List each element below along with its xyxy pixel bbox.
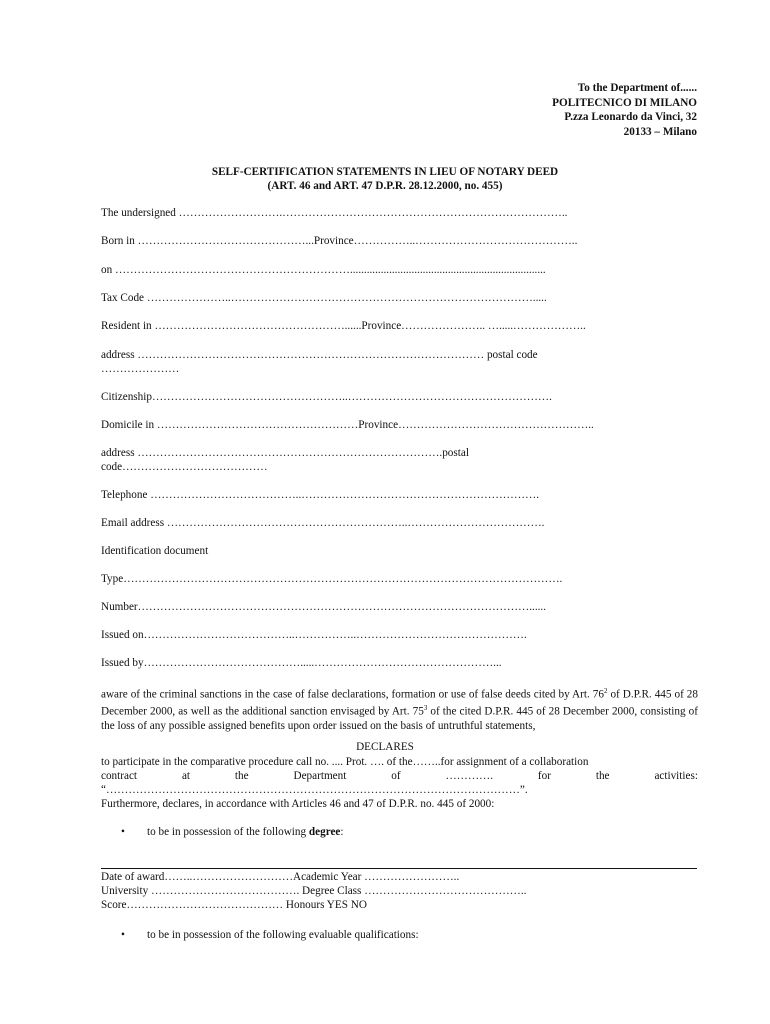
footnote-ref-3: 3 [423, 704, 428, 713]
bullet-icon: • [121, 826, 125, 838]
id-number-field[interactable]: Number……………………………………………………………………………………………...... [101, 601, 547, 613]
declares-heading: DECLARES [356, 741, 414, 753]
awareness-text-1: aware of the criminal sanctions in the case of false declarations, formation or use of false deeds cited by Art. 76 [101, 688, 604, 701]
participation-word: the [595, 770, 610, 782]
awareness-text-3: of the cited D.P.R. 445 of 28 December 2000, consisting of the loss of any possible assigned benefits upon order issued on the basis of untruthful statements, [101, 706, 698, 732]
footnote-ref-2: 2 [603, 687, 608, 695]
id-issued-by-field[interactable]: Issued by…………………………………….....…………………………………………... [101, 657, 502, 669]
participation-word: the [234, 770, 249, 782]
bullet-text: to be in possession of the following [147, 826, 309, 838]
title-line-1: SELF-CERTIFICATION STATEMENTS IN LIEU OF NOTARY DEED [211, 166, 559, 178]
bullet-colon: : [340, 826, 344, 838]
tax-code-field[interactable]: Tax Code …………………..………………………………………………………………………..... [101, 292, 547, 304]
id-document-heading: Identification document [101, 545, 209, 557]
domicile-field[interactable]: Domicile in ………………………………………………Province…………………………………………….. [101, 419, 594, 431]
awareness-paragraph [101, 685, 698, 733]
award-date-field[interactable]: Date of award……..………………………Academic Year …………………….. [101, 871, 460, 883]
bullet-text: to be in possession of the following evaluable qualifications: [147, 929, 419, 941]
qualifications-bullet-item [121, 929, 419, 941]
domicile-address-field[interactable]: address ……………………………………………………………………….postal [101, 447, 469, 459]
participation-word: of [391, 770, 401, 782]
participation-line-2 [101, 770, 698, 782]
birthplace-field[interactable]: Born in ………………………………………...Province……………..…………………………………….. [101, 235, 578, 247]
score-field[interactable]: Score…………………………………… Honours YES NO [101, 899, 367, 911]
university-field[interactable]: University …………………………………. Degree Class …………………………………….. [101, 885, 527, 897]
bullet-bold-text: degree [308, 826, 341, 838]
participation-line-1: to participate in the comparative procedure call no. .... Prot. …. of the……..for assignment of a collaboration [101, 756, 589, 768]
participation-word: contract [101, 770, 138, 782]
undersigned-field[interactable]: The undersigned ……………………….………………………………………………………………….. [101, 207, 568, 219]
document-title [0, 165, 770, 193]
participation-word: Department [293, 770, 347, 782]
citizenship-field[interactable]: Citizenship……………………………………………..………………………………………………. [101, 391, 552, 403]
participation-word: activities: [654, 770, 698, 782]
id-type-field[interactable]: Type………………………………………………………………………………………………………. [101, 573, 563, 585]
department-field[interactable]: …………. [445, 770, 493, 782]
residence-field[interactable]: Resident in ……………………………………………......Province………………….. ….....……………….. [101, 320, 586, 332]
activities-field[interactable]: “…………………………………………………………………………………………………”. [101, 784, 528, 796]
participation-word: for [537, 770, 551, 782]
awareness-text-2: of D.P.R. 445 of 28 December 2000, as well as the additional sanction envisaged by Art. 75 [101, 688, 698, 719]
domicile-postal-code-field[interactable]: code………………………………… [101, 461, 268, 473]
recipient-line-1: To the Department of...... [577, 82, 697, 94]
residence-postal-code-field[interactable]: ………………… [101, 363, 180, 375]
residence-address-field[interactable]: address ………………………………………………………………………………… postal code [101, 349, 538, 361]
bullet-icon: • [121, 929, 125, 941]
recipient-line-2: POLITECNICO DI MILANO [552, 96, 697, 109]
recipient-address [552, 81, 697, 139]
degree-bullet-item [121, 826, 344, 838]
id-issued-on-field[interactable]: Issued on…………………………………..……………..………………………………………. [101, 629, 527, 641]
participation-word: at [181, 770, 191, 782]
furthermore-text: Furthermore, declares, in accordance with Articles 46 and 47 of D.P.R. no. 445 of 2000: [101, 798, 495, 810]
birthdate-field[interactable]: on ………………………………………………………...................................................................... [101, 264, 546, 276]
recipient-line-4: 20133 – Milano [623, 125, 697, 138]
recipient-line-3: P.zza Leonardo da Vinci, 32 [564, 111, 697, 123]
telephone-field[interactable]: Telephone …………………………………..………………………………………………………. [101, 489, 539, 501]
email-field[interactable]: Email address ………………………………………………………..………………………………. [101, 517, 545, 529]
divider-line [101, 868, 697, 869]
title-line-2: (ART. 46 and ART. 47 D.P.R. 28.12.2000, no. 455) [267, 180, 503, 192]
